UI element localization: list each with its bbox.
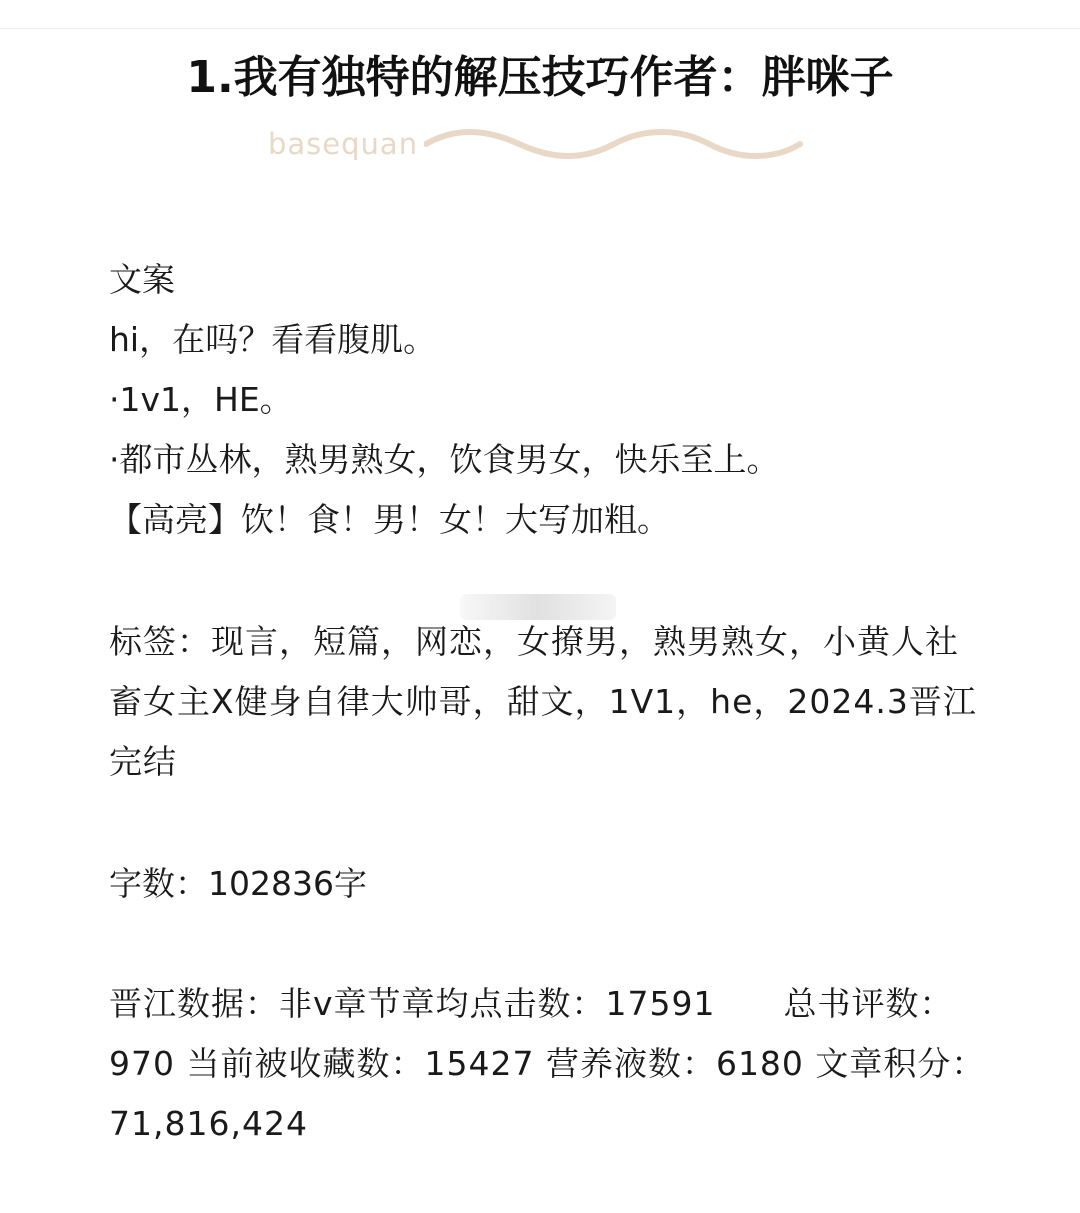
page-title: 1.我有独特的解压技巧作者：胖咪子 [186,52,894,103]
watermark-text: basequan [268,127,419,161]
intro-line: hi，在吗？看看腹肌。 [109,320,437,359]
intro-line: ·1v1，HE。 [109,380,293,419]
intro-line: ·都市丛林，熟男熟女，饮食男女，快乐至上。 [109,440,780,479]
intro-line: 【高亮】饮！食！男！女！大写加粗。 [109,500,670,539]
intro-label: 文案 [109,260,175,299]
jjwxc-stats: 晋江数据：非v章节章均点击数：17591 总书评数：970 当前被收藏数：15427 营养液数：6180 文章积分：71,816,424 [109,984,986,1143]
book-details [109,250,989,1154]
word-count: 字数：102836字 [109,864,367,903]
wave-decoration-icon [424,128,804,160]
top-divider [0,0,1080,29]
tags-text: 标签：现言，短篇，网恋，女撩男，熟男熟女，小黄人社畜女主X健身自律大帅哥，甜文，1V1，he，2024.3晋江完结 [109,622,977,781]
watermark [268,124,808,164]
